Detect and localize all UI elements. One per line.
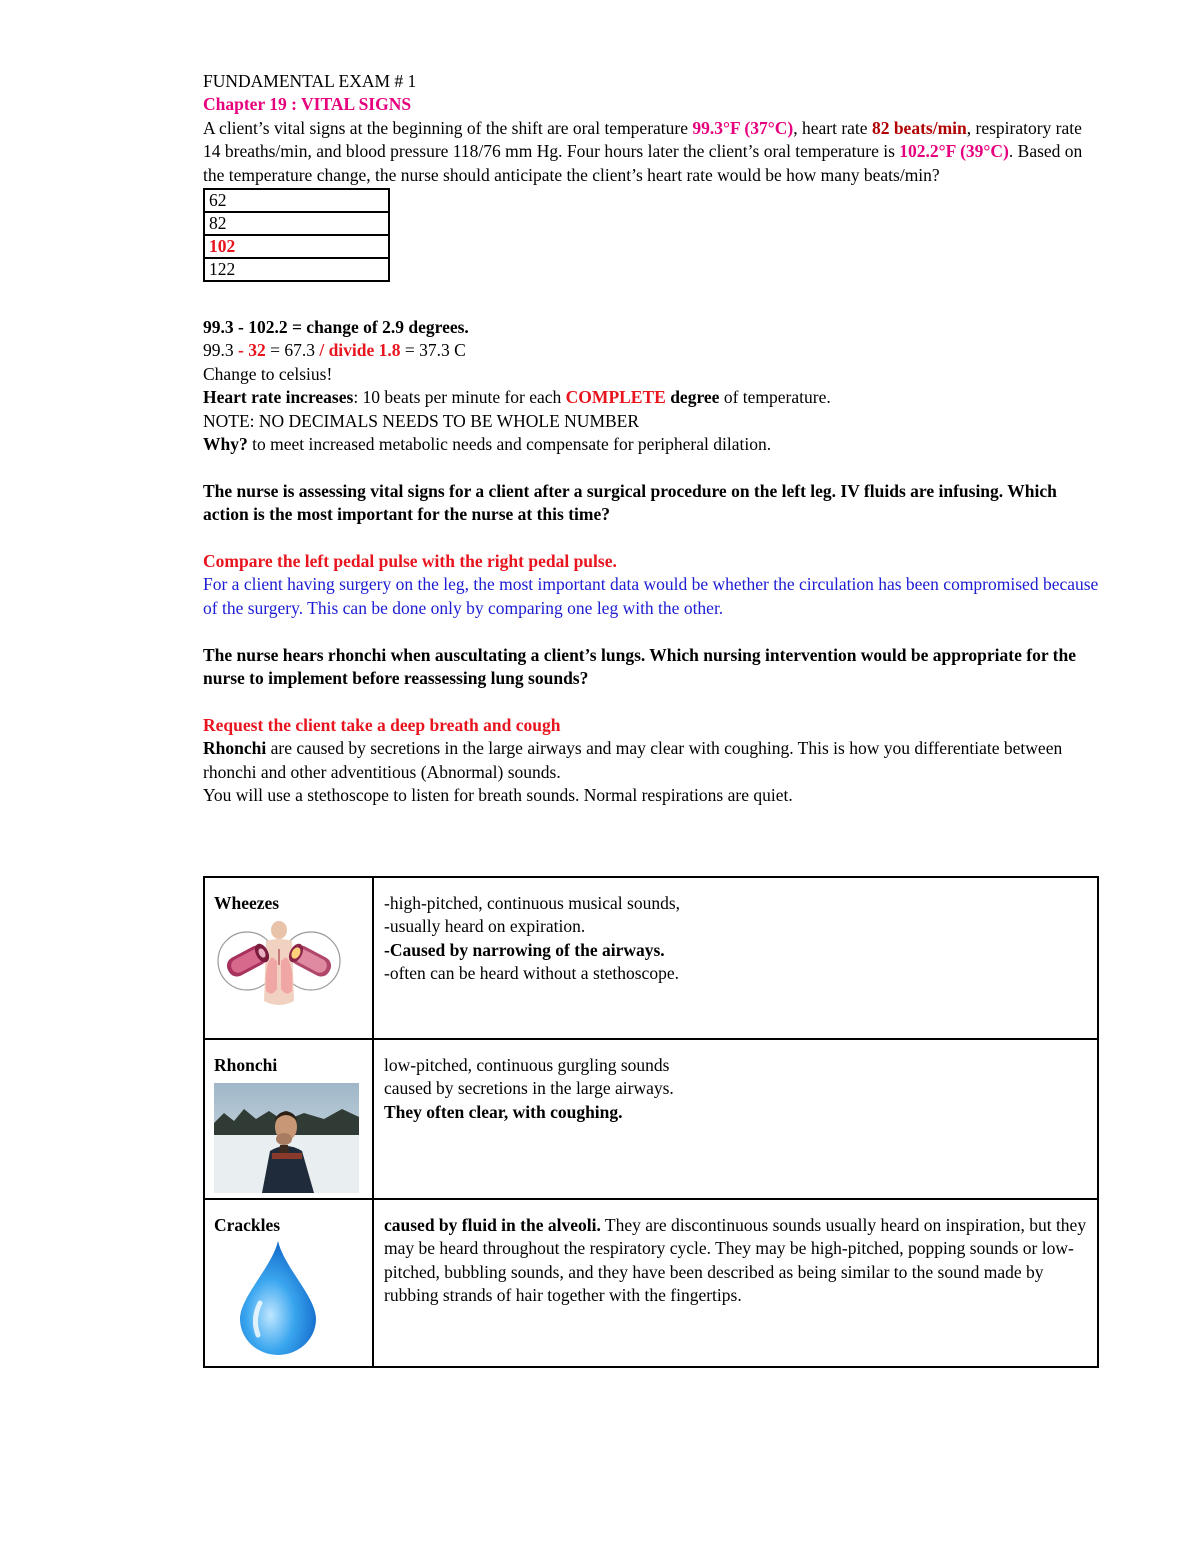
option-row bbox=[204, 212, 389, 235]
option-102-correct: 102 bbox=[204, 235, 389, 258]
breath-sounds-table bbox=[203, 876, 1099, 1368]
rationale-2: For a client having surgery on the leg, the most important data would be whether the circulation has been compromised because of the surgery. This can be done only by comparing one leg with the other. bbox=[203, 574, 1099, 618]
chapter-heading: Chapter 19 : VITAL SIGNS bbox=[203, 94, 412, 115]
answer-3: Request the client take a deep breath and cough bbox=[203, 714, 561, 735]
sound-description-cell: caused by fluid in the alveoli. They are discontinuous sounds usually heard on inspiration, but they may be heard throughout the respiratory cycle. They may be high-pitched, popping sounds or low-pitched, bubbling sounds, and they have been described as being similar to the sound made by rubbing strands of hair together with the fingertips. bbox=[373, 1199, 1098, 1367]
heart-rate-rule: Heart rate increases: 10 beats per minute for each COMPLETE degree of temperature. bbox=[203, 387, 831, 408]
table-row bbox=[204, 1199, 1098, 1367]
table-row bbox=[204, 1039, 1098, 1199]
calc-line-3: Change to celsius! bbox=[203, 363, 333, 384]
option-82: 82 bbox=[204, 212, 389, 235]
rationale-3-extra: You will use a stethoscope to listen for breath sounds. Normal respirations are quiet. bbox=[203, 785, 793, 806]
why-line: Why? to meet increased metabolic needs and compensate for peripheral dilation. bbox=[203, 434, 772, 455]
table-row bbox=[204, 877, 1098, 1039]
question-3: The nurse hears rhonchi when auscultating a client’s lungs. Which nursing intervention would be appropriate for the nurse to implement before reassessing lung sounds? bbox=[203, 644, 1076, 689]
question-1: A client’s vital signs at the beginning of the shift are oral temperature 99.3°F (37°C), heart rate 82 beats/min, respiratory rate 14 breaths/min, and blood pressure 118/76 mm Hg. Four hours later the client’s oral temperature is 102.2°F (39°C). Based on the temperature change, the nurse should anticipate the client’s heart rate would be how many beats/min? bbox=[203, 117, 1083, 185]
sound-description-cell: -high-pitched, continuous musical sounds, -usually heard on expiration. -Caused by narrowing of the airways. -often can be heard without a stethoscope. bbox=[373, 877, 1098, 1039]
option-62: 62 bbox=[204, 189, 389, 212]
coughing-man-photo bbox=[214, 1083, 359, 1193]
lungs-airways-illustration bbox=[214, 921, 344, 1019]
answer-2: Compare the left pedal pulse with the right pedal pulse. bbox=[203, 551, 617, 572]
initial-heart-rate: 82 beats/min bbox=[871, 117, 967, 138]
note-line: NOTE: NO DECIMALS NEEDS TO BE WHOLE NUMBER bbox=[203, 410, 640, 431]
water-drop-icon bbox=[214, 1239, 344, 1357]
rationale-3: Rhonchi are caused by secretions in the large airways and may clear with coughing. This is how you differentiate between rhonchi and other adventitious (Abnormal) sounds. bbox=[203, 738, 1063, 782]
initial-temperature: 99.3°F (37°C) bbox=[692, 117, 794, 138]
calc-line-2: 99.3 - 32 = 67.3 / divide 1.8 = 37.3 C bbox=[203, 340, 466, 361]
sound-name-cell bbox=[204, 877, 373, 1039]
calc-line-1: 99.3 - 102.2 = change of 2.9 degrees. bbox=[203, 317, 469, 338]
later-temperature: 102.2°F (39°C) bbox=[899, 141, 1009, 162]
sound-name-rhonchi: Rhonchi bbox=[214, 1055, 278, 1075]
question-2: The nurse is assessing vital signs for a client after a surgical procedure on the left leg. IV fluids are infusing. Which action is the most important for the nurse at this time? bbox=[203, 480, 1057, 525]
sound-name-crackles: Crackles bbox=[214, 1215, 281, 1235]
sound-name-wheezes: Wheezes bbox=[214, 893, 280, 913]
document-body bbox=[203, 70, 1103, 808]
option-row bbox=[204, 235, 389, 258]
sound-description-cell: low-pitched, continuous gurgling sounds caused by secretions in the large airways. They often clear, with coughing. bbox=[373, 1039, 1098, 1199]
exam-title: FUNDAMENTAL EXAM # 1 bbox=[203, 71, 417, 91]
option-row bbox=[204, 258, 389, 281]
sound-name-cell bbox=[204, 1199, 373, 1367]
sound-name-cell bbox=[204, 1039, 373, 1199]
answer-options-table bbox=[203, 188, 390, 282]
option-row bbox=[204, 189, 389, 212]
option-122: 122 bbox=[204, 258, 389, 281]
